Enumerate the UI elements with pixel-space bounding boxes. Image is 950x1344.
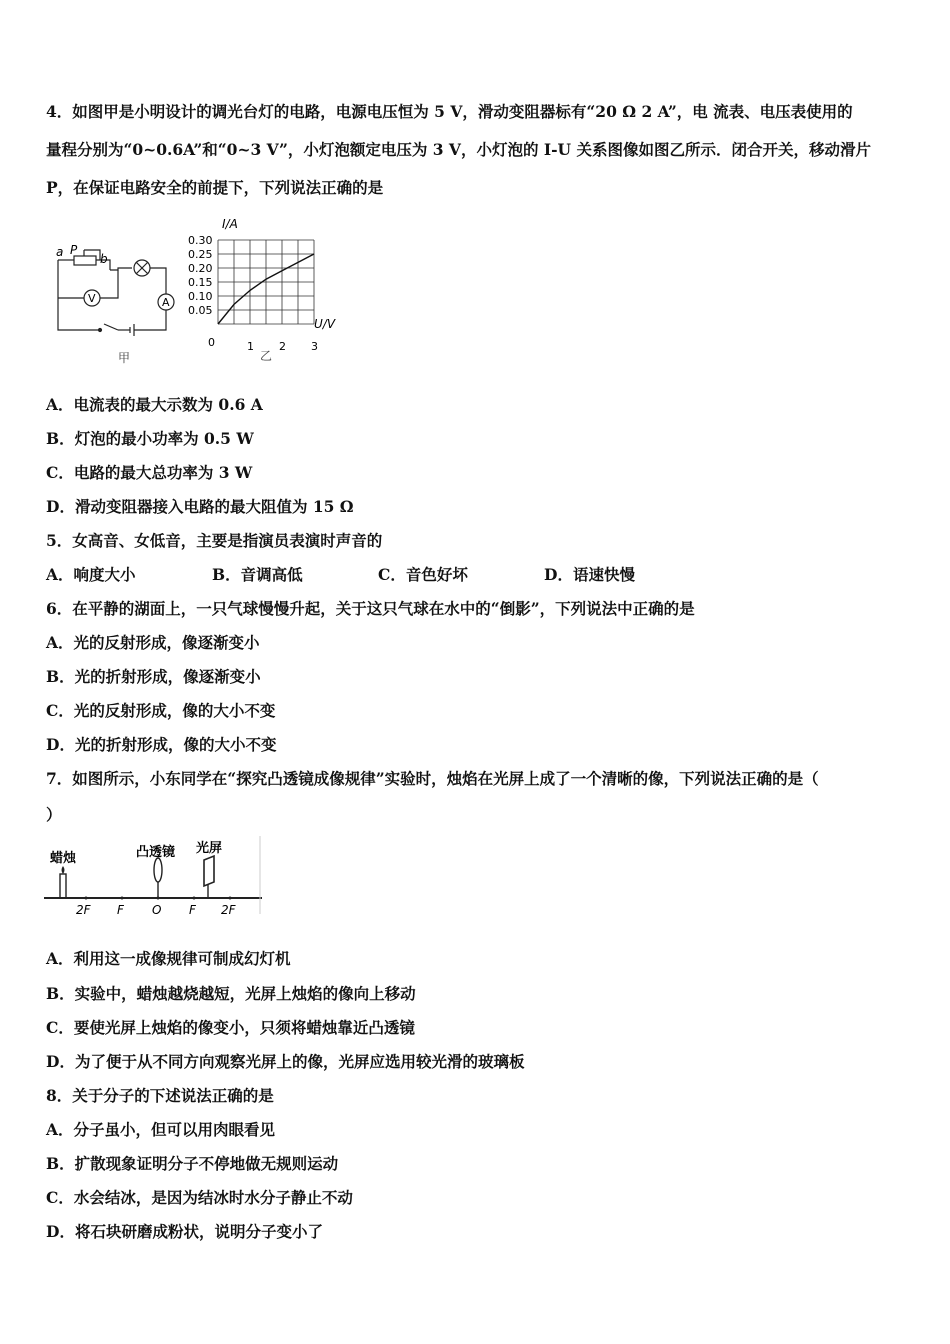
q8-option-c: C．水会结冰，是因为结冰时水分子静止不动 xyxy=(46,1188,353,1207)
q8-option-b: B．扩散现象证明分子不停地做无规则运动 xyxy=(46,1154,339,1173)
graph-xlabel: U/V xyxy=(314,317,336,331)
switch-symbol xyxy=(104,324,118,330)
q5-option-c: C．音色好坏 xyxy=(378,565,468,584)
y-tick-label: 0.15 xyxy=(188,276,213,289)
x-tick-label: 0 xyxy=(208,336,215,349)
screen-label: 光屏 xyxy=(196,841,223,856)
y-tick-label: 0.25 xyxy=(188,248,213,261)
q4-stem-line3: P，在保证电路安全的前提下，下列说法正确的是 xyxy=(46,178,384,197)
q4-option-b: B．灯泡的最小功率为 0.5 W xyxy=(46,429,254,448)
voltmeter-label: V xyxy=(88,292,96,305)
convex-lens-icon xyxy=(154,858,162,882)
iu-graph xyxy=(188,214,358,370)
q6-stem: 6．在平静的湖面上，一只气球慢慢升起，关于这只气球在水中的“倒影”，下列说法中正确的是 xyxy=(46,599,695,618)
x-tick-label: 2 xyxy=(279,340,286,353)
q4-option-c: C．电路的最大总功率为 3 W xyxy=(46,463,253,482)
q8-stem: 8．关于分子的下述说法正确的是 xyxy=(46,1086,274,1105)
q5-options xyxy=(46,565,635,585)
circuit-diagram xyxy=(50,242,190,370)
q6-option-c: C．光的反射形成，像的大小不变 xyxy=(46,701,276,720)
axis-label-f-left: F xyxy=(117,903,124,917)
rheostat-resistor xyxy=(74,256,96,265)
screen-icon xyxy=(204,856,214,886)
circuit-caption: 甲 xyxy=(118,351,131,365)
rheostat-label-b: b xyxy=(100,252,108,266)
q7-option-d: D．为了便于从不同方向观察光屏上的像，光屏应选用较光滑的玻璃板 xyxy=(46,1052,525,1071)
axis-label-2f-right: 2F xyxy=(221,903,236,917)
y-tick-label: 0.30 xyxy=(188,234,213,247)
axis-label-f-right: F xyxy=(189,903,196,917)
ammeter-label: A xyxy=(162,296,170,309)
q7-option-b: B．实验中，蜡烛越烧越短，光屏上烛焰的像向上移动 xyxy=(46,984,416,1003)
q5-option-d: D．语速快慢 xyxy=(544,565,635,584)
q6-option-d: D．光的折射形成，像的大小不变 xyxy=(46,735,277,754)
q7-option-a: A．利用这一成像规律可制成幻灯机 xyxy=(46,949,291,968)
q4-stem-line2: 量程分别为“0~0.6A”和“0~3 V”，小灯泡额定电压为 3 V，小灯泡的 I-U 关系图像如图乙所示．闭合开关，移动滑片 xyxy=(46,140,871,159)
rheostat-label-p: P xyxy=(70,243,78,257)
q4-stem-line1: 4．如图甲是小明设计的调光台灯的电路，电源电压恒为 5 V，滑动变阻器标有“20 Ω 2 A”，电 流表、电压表使用的 xyxy=(46,102,853,121)
x-tick-label: 1 xyxy=(247,340,254,353)
q7-stem-line2: ） xyxy=(46,805,62,824)
candle-label: 蜡烛 xyxy=(50,851,77,866)
y-tick-label: 0.10 xyxy=(188,290,213,303)
q8-option-d: D．将石块研磨成粉状，说明分子变小了 xyxy=(46,1222,323,1241)
q6-option-b: B．光的折射形成，像逐渐变小 xyxy=(46,667,261,686)
y-tick-label: 0.05 xyxy=(188,304,213,317)
y-tick-label: 0.20 xyxy=(188,262,213,275)
graph-caption: 乙 xyxy=(260,349,273,363)
q8-option-a: A．分子虽小，但可以用肉眼看见 xyxy=(46,1120,276,1139)
q7-stem-line1: 7．如图所示，小东同学在“探究凸透镜成像规律”实验时，烛焰在光屏上成了一个清晰的像，下列说法正确的是（ xyxy=(46,769,819,788)
q4-option-d: D．滑动变阻器接入电路的最大阻值为 15 Ω xyxy=(46,497,354,516)
q5-stem: 5．女高音、女低音，主要是指演员表演时声音的 xyxy=(46,531,383,550)
axis-label-o: O xyxy=(152,903,162,917)
q4-option-a: A．电流表的最大示数为 0.6 A xyxy=(46,395,263,414)
q5-option-a: A．响度大小 xyxy=(46,565,136,584)
lens-label: 凸透镜 xyxy=(136,845,176,860)
q7-option-c: C．要使光屏上烛焰的像变小，只须将蜡烛靠近凸透镜 xyxy=(46,1018,415,1037)
q5-option-b: B．音调高低 xyxy=(212,565,303,584)
q6-option-a: A．光的反射形成，像逐渐变小 xyxy=(46,633,260,652)
lens-experiment-figure xyxy=(44,836,264,920)
x-tick-label: 3 xyxy=(311,340,318,353)
graph-ylabel: I/A xyxy=(222,217,238,231)
candle-icon xyxy=(60,874,66,898)
flame-icon xyxy=(62,866,65,874)
axis-label-2f-left: 2F xyxy=(76,903,91,917)
rheostat-label-a: a xyxy=(56,245,64,259)
